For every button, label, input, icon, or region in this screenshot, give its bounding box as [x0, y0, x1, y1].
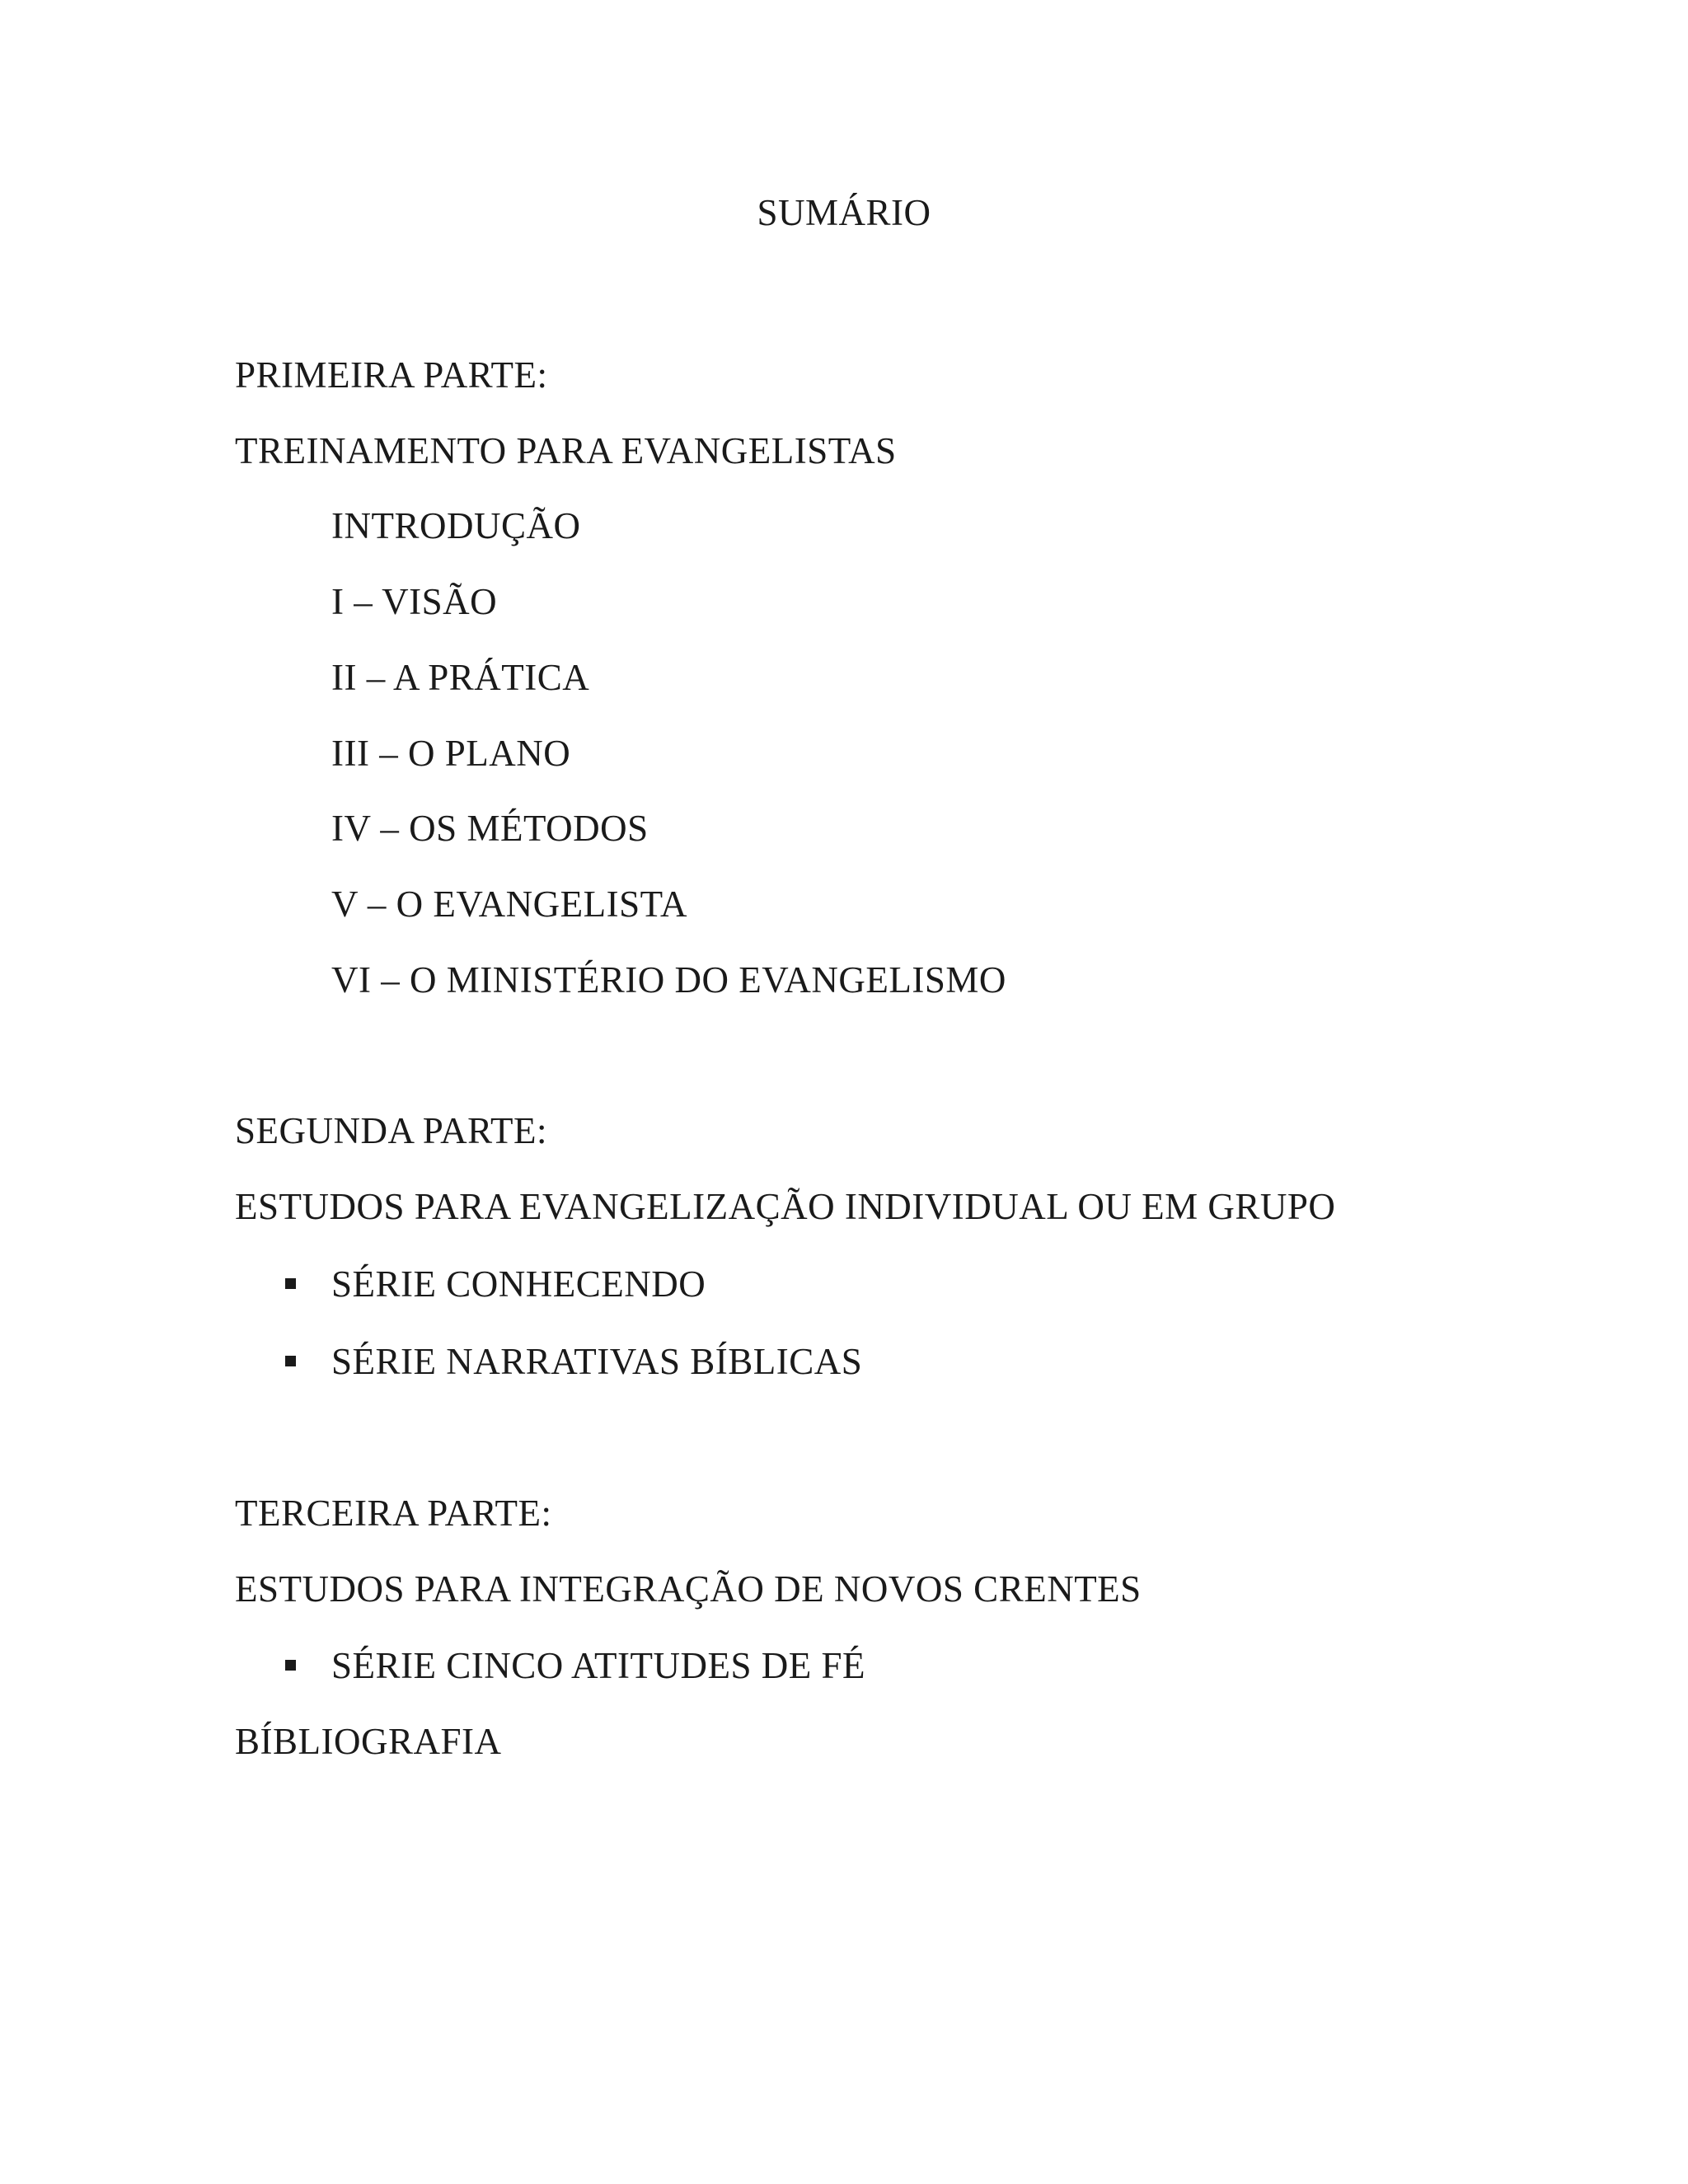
part2-label: SEGUNDA PARTE:	[235, 1110, 547, 1151]
bullet-icon	[285, 1278, 296, 1289]
bibliography-heading: BÍBLIOGRAFIA	[235, 1721, 502, 1762]
toc-item: II – A PRÁTICA	[331, 657, 590, 698]
part1-heading: TREINAMENTO PARA EVANGELISTAS	[235, 430, 897, 471]
toc-bullet-item: SÉRIE CINCO ATITUDES DE FÉ	[331, 1645, 866, 1686]
part3-label: TERCEIRA PARTE:	[235, 1493, 552, 1534]
bullet-icon	[285, 1660, 296, 1671]
toc-item: VI – O MINISTÉRIO DO EVANGELISMO	[331, 959, 1006, 1001]
toc-bullet-item: SÉRIE CONHECENDO	[331, 1263, 706, 1305]
part1-label: PRIMEIRA PARTE:	[235, 354, 548, 396]
part2-heading: ESTUDOS PARA EVANGELIZAÇÃO INDIVIDUAL OU EM GRUPO	[235, 1186, 1336, 1227]
toc-bullet-item: SÉRIE NARRATIVAS BÍBLICAS	[331, 1341, 863, 1382]
toc-item: IV – OS MÉTODOS	[331, 808, 649, 849]
bullet-icon	[285, 1356, 296, 1366]
toc-item: INTRODUÇÃO	[331, 505, 581, 546]
toc-item: I – VISÃO	[331, 581, 498, 622]
part3-heading: ESTUDOS PARA INTEGRAÇÃO DE NOVOS CRENTES	[235, 1568, 1142, 1610]
toc-item: III – O PLANO	[331, 733, 571, 774]
page-title: SUMÁRIO	[757, 192, 931, 233]
toc-item: V – O EVANGELISTA	[331, 883, 687, 925]
